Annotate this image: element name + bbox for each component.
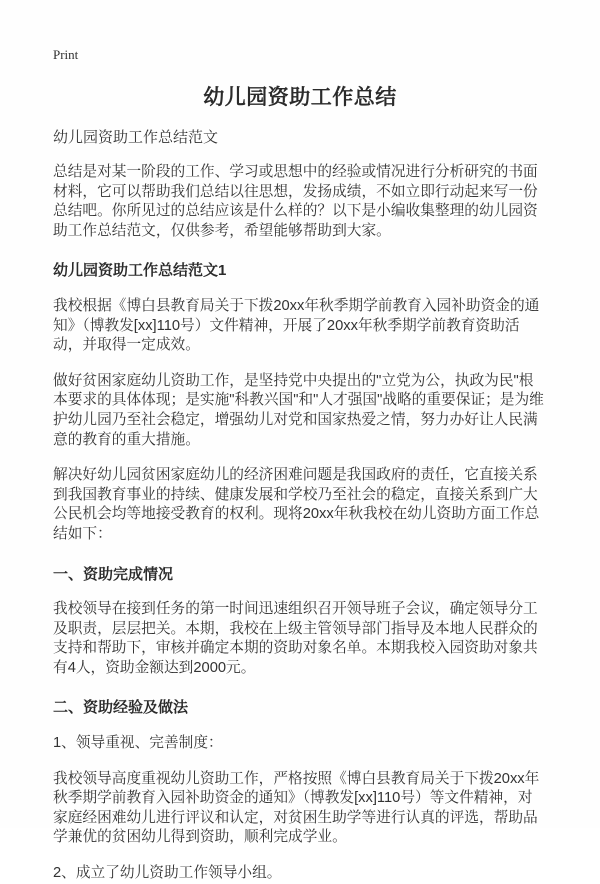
section-heading-experience: 二、资助经验及做法 (53, 699, 189, 717)
paragraph: 做好贫困家庭幼儿资助工作，是坚持党中央提出的"立党为公，执政为民"根本要求的具体体现；是实施"科教兴国"和"人才强国"战略的重要保证；是为维护幼儿园乃至社会稳定，增强幼儿对党和国家热爱之情，努力办好让人民满意的教育的重大措施。 (53, 372, 544, 448)
intro-paragraph: 总结是对某一阶段的工作、学习或思想中的经验或情况进行分析研究的书面材料，它可以帮助我们总结以往思想，发扬成绩，不如立即行动起来写一份总结吧。你所见过的总结应该是什么样的？以下是小编收集整理的幼儿园资助工作总结范文，仅供参考，希望能够帮助到大家。 (53, 164, 538, 239)
section-heading-completion: 一、资助完成情况 (53, 565, 174, 583)
page-title: 幼儿园资助工作总结 (203, 86, 397, 109)
paragraph: 我校领导高度重视幼儿资助工作，严格按照《博白县教育局关于下拨20xx年秋季期学前教育入园补助资金的通知》（博教发[xx]110号）等文件精神，对家庭经困难幼儿进行评议和认定，对贫困生助学等进行认真的评选，帮助品学兼优的贫困幼儿得到资助，顺利完成学业。 (53, 770, 540, 846)
list-item: 2、成立了幼儿资助工作领导小组。 (53, 865, 282, 882)
paragraph: 解决好幼儿园贫困家庭幼儿的经济困难问题是我国政府的责任，它直接关系到我国教育事业的持续、健康发展和学校乃至社会的稳定，直接关系到广大公民机会均等地接受教育的权利。现将20xx年秋我校在幼儿资助方面工作总结如下： (53, 467, 540, 542)
document-subtitle: 幼儿园资助工作总结范文 (53, 129, 219, 146)
paragraph: 我校根据《博白县教育局关于下拨20xx年秋季期学前教育入园补助资金的通知》（博教发[xx]110号）文件精神，开展了20xx年秋季期学前教育资助活动，并取得一定成效。 (53, 297, 540, 354)
list-item: 1、领导重视、完善制度： (53, 735, 223, 752)
section-heading-sample1: 幼儿园资助工作总结范文1 (53, 262, 227, 280)
paragraph: 我校领导在接到任务的第一时间迅速组织召开领导班子会议，确定领导分工及职责，层层把关。本期，我校在上级主管领导部门指导及本地人民群众的支持和帮助下，审核并确定本期的资助对象名单。本期我校入园资助对象共有4人，资助金额达到2000元。 (53, 601, 538, 676)
print-link[interactable]: Print (53, 47, 79, 62)
